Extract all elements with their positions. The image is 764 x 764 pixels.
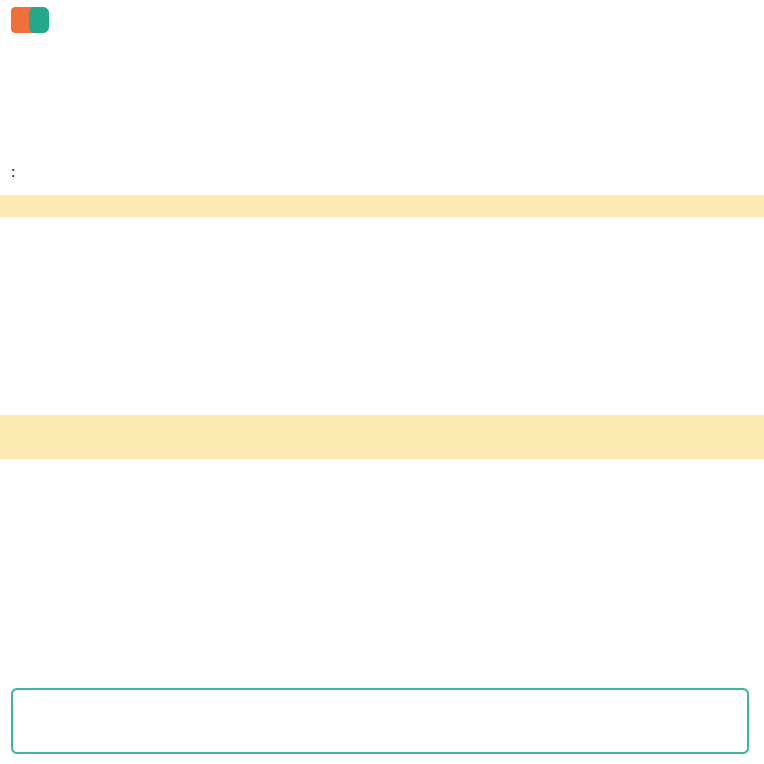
section1-highlight xyxy=(0,195,764,217)
solution-heading: : xyxy=(11,162,16,181)
task-number xyxy=(29,7,49,33)
section2-highlight xyxy=(0,415,764,459)
answer-box xyxy=(11,688,749,754)
task-badge xyxy=(11,7,49,33)
